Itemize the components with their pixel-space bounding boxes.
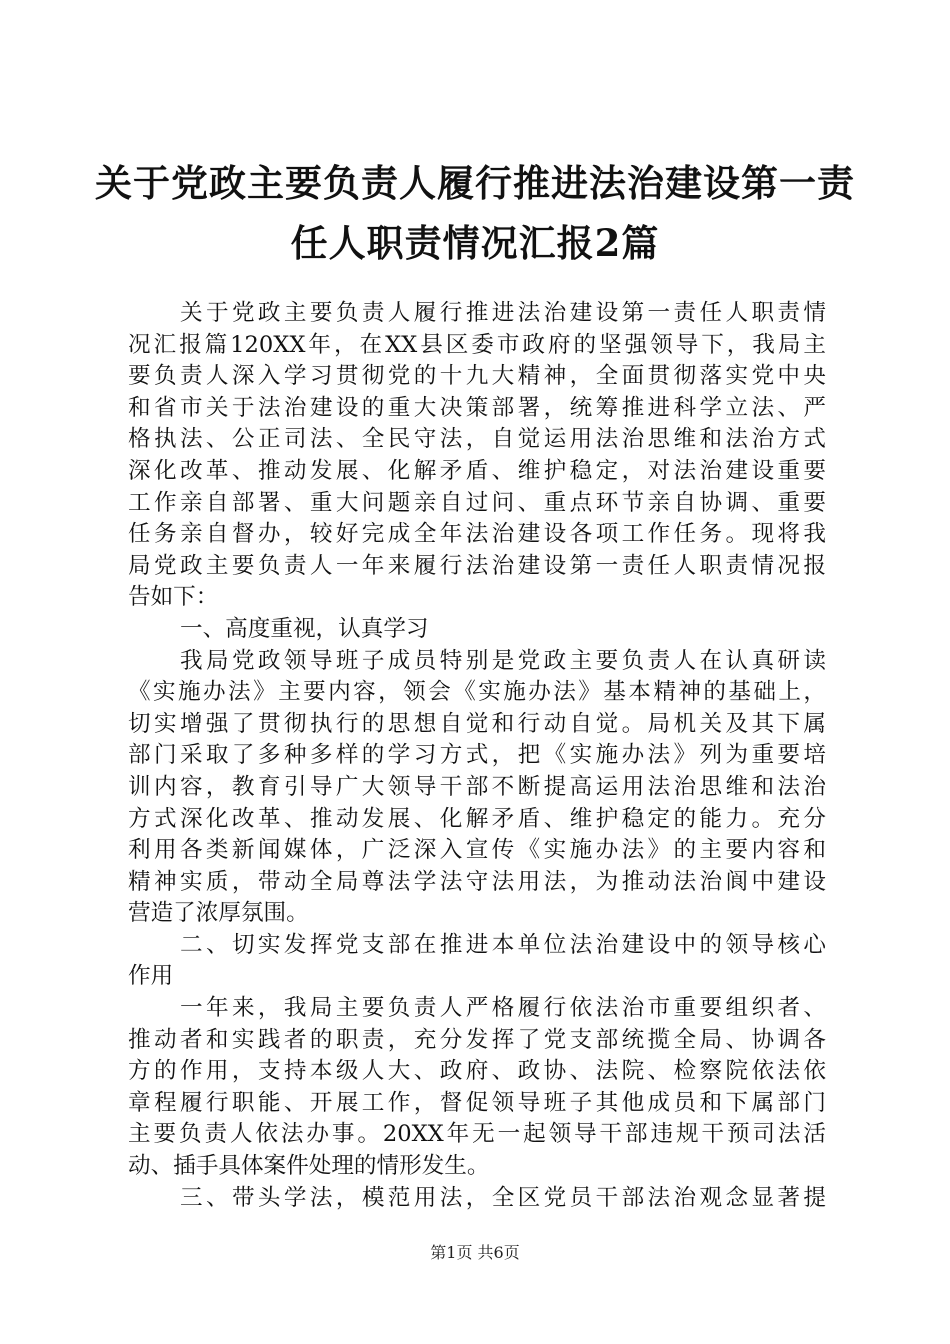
body-line: 部门采取了多种多样的学习方式，把《实施办法》列为重要培	[128, 742, 826, 769]
body-line: 章程履行职能、开展工作，督促领导班子其他成员和下属部门	[128, 1089, 826, 1116]
body-line: 要负责人深入学习贯彻党的十九大精神，全面贯彻落实党中央	[128, 363, 826, 390]
body-line: 我局党政领导班子成员特别是党政主要负责人在认真研读	[180, 647, 826, 674]
section-heading: 一、高度重视，认真学习	[180, 615, 429, 642]
page-number-footer: 第1页 共6页	[430, 1243, 520, 1262]
section-heading: 三、带头学法，模范用法，全区党员干部法治观念显著提	[180, 1184, 826, 1211]
body-line: 况汇报篇120XX年，在XX县区委市政府的坚强领导下，我局主	[128, 331, 826, 358]
body-line: 利用各类新闻媒体，广泛深入宣传《实施办法》的主要内容和	[128, 837, 826, 864]
document-title-line-1: 关于党政主要负责人履行推进法治建设第一责	[95, 161, 855, 205]
body-line: 和省市关于法治建设的重大决策部署，统筹推进科学立法、严	[128, 394, 826, 421]
body-line: 推动者和实践者的职责，充分发挥了党支部统揽全局、协调各	[128, 1026, 826, 1053]
body-line: 训内容，教育引导广大领导干部不断提高运用法治思维和法治	[128, 773, 826, 800]
body-line: 局党政主要负责人一年来履行法治建设第一责任人职责情况报	[128, 552, 826, 579]
body-line: 深化改革、推动发展、化解矛盾、维护稳定，对法治建设重要	[128, 457, 826, 484]
body-line: 切实增强了贯彻执行的思想自觉和行动自觉。局机关及其下属	[128, 710, 826, 737]
body-line: 告如下：	[128, 584, 219, 611]
body-line: 工作亲自部署、重大问题亲自过问、重点环节亲自协调、重要	[128, 489, 826, 516]
document-title-line-2: 任人职责情况汇报2篇	[290, 221, 660, 265]
document-body	[128, 298, 826, 1214]
body-line: 营造了浓厚氛围。	[128, 900, 309, 927]
section-heading: 二、切实发挥党支部在推进本单位法治建设中的领导核心	[180, 931, 826, 958]
body-line: 关于党政主要负责人履行推进法治建设第一责任人职责情	[180, 300, 826, 326]
body-line: 主要负责人依法办事。20XX年无一起领导干部违规干预司法活	[128, 1121, 826, 1148]
body-line: 动、插手具体案件处理的情形发生。	[128, 1153, 490, 1180]
body-line: 精神实质，带动全局尊法学法守法用法，为推动法治阆中建设	[128, 868, 826, 895]
body-line: 一年来，我局主要负责人严格履行依法治市重要组织者、	[180, 995, 826, 1022]
body-line: 格执法、公正司法、全民守法，自觉运用法治思维和法治方式	[128, 426, 826, 453]
body-line: 任务亲自督办，较好完成全年法治建设各项工作任务。现将我	[128, 521, 826, 548]
body-line: 方式深化改革、推动发展、化解矛盾、维护稳定的能力。充分	[128, 805, 826, 832]
body-line: 《实施办法》主要内容，领会《实施办法》基本精神的基础上，	[128, 679, 826, 706]
section-heading: 作用	[128, 963, 174, 990]
body-line: 方的作用，支持本级人大、政府、政协、法院、检察院依法依	[128, 1058, 826, 1085]
